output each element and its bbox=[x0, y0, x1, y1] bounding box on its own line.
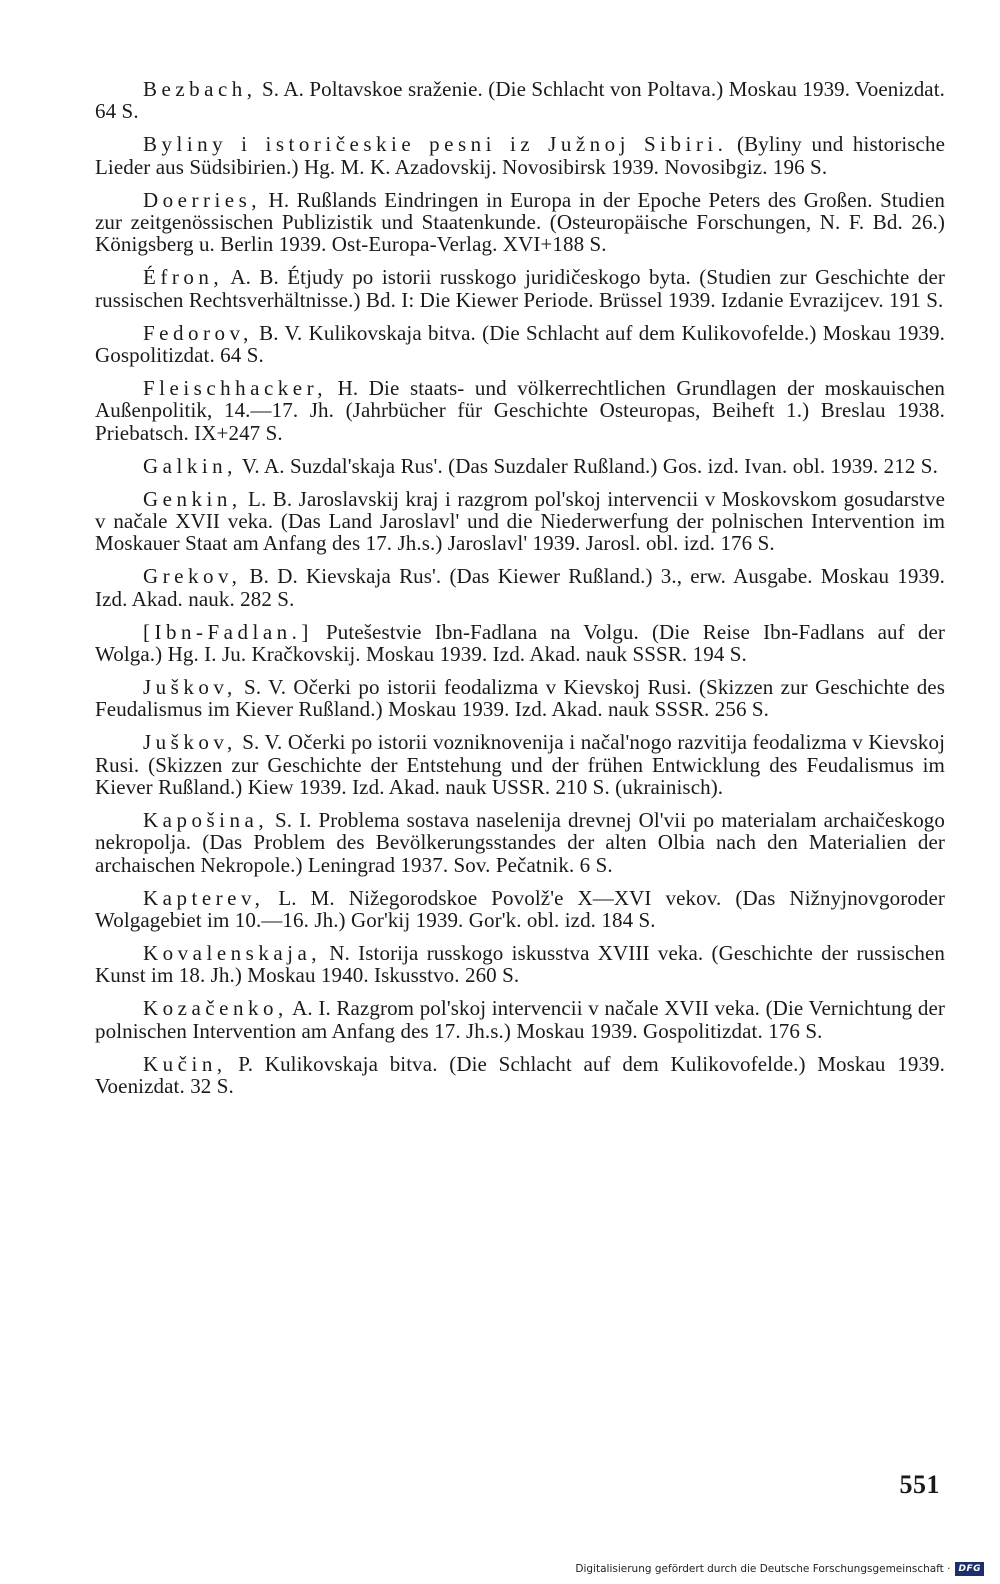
bibliography-entry bbox=[95, 455, 945, 477]
entry-author: [Ibn-Fadlan.] bbox=[143, 619, 313, 644]
entry-author: Kapošina, bbox=[143, 807, 269, 832]
bibliography-entry bbox=[95, 322, 945, 367]
bibliography-entry bbox=[95, 78, 945, 123]
entry-author: Kapterev, bbox=[143, 885, 265, 910]
bibliography-entry bbox=[95, 621, 945, 666]
entry-author: Kozačenko, bbox=[143, 996, 288, 1021]
entry-text: S. I. Problema sostava naselenija drevnej Ol'vii po materialam archaičeskogo nekropolja. (Das Problem des Bevölkerungsstandes der alten Olbia nach den Materialien der archaischen Nekropole.) Leningrad 1937. Sov. Pečatnik. 6 S. bbox=[95, 807, 945, 877]
entry-author: Galkin, bbox=[143, 453, 237, 478]
bibliography-entry bbox=[95, 676, 945, 721]
entry-text: S. V. Očerki po istorii feodalizma v Kievskoj Rusi. (Skizzen zur Geschichte des Feudalismus im Kiever Rußland.) Moskau 1939. Izd. Akad. nauk SSSR. 256 S. bbox=[95, 674, 945, 722]
bibliography-entry bbox=[95, 997, 945, 1042]
bibliography-entry bbox=[95, 942, 945, 987]
bibliography-page bbox=[95, 78, 945, 1108]
entry-text: L. M. Nižegorodskoe Povolž'e X—XVI vekov. (Das Nižnyjnovgoroder Wolgagebiet im 10.—16. Jh.) Gor'kij 1939. Gor'k. obl. izd. 184 S. bbox=[95, 885, 945, 933]
entry-text: S. V. Očerki po istorii vozniknovenija i načal'nogo razvitija feodalizma v Kievskoj Rusi. (Skizzen zur Geschichte der Entstehung und der frühen Entwicklung des Feudalismus im Kiever Rußland.) Kiew 1939. Izd. Akad. nauk USSR. 210 S. (ukrainisch). bbox=[95, 730, 945, 800]
entry-author: Doerries, bbox=[143, 187, 262, 212]
footer-text: Digitalisierung gefördert durch die Deutsche Forschungsgemeinschaft · bbox=[575, 1563, 951, 1575]
bibliography-entry bbox=[95, 565, 945, 610]
bibliography-entry bbox=[95, 809, 945, 876]
entry-text: S. A. Poltavskoe sraženie. (Die Schlacht von Poltava.) Moskau 1939. Voenizdat. 64 S. bbox=[95, 77, 945, 124]
entry-text: H. Rußlands Eindringen in Europa in der Epoche Peters des Großen. Studien zur zeitgenössischen Publizistik und Staatenkunde. (Osteuropäische Forschungen, N. F. Bd. 26.) Königsberg u. Berlin 1939. Ost-Europa-Verlag. XVI+188 S. bbox=[95, 187, 945, 257]
entry-text: A. I. Razgrom pol'skoj intervencii v načale XVII veka. (Die Vernichtung der polnischen Intervention am Anfang des 17. Jh.s.) Moskau 1939. Gospolitizdat. 176 S. bbox=[95, 996, 945, 1043]
page-number: 551 bbox=[899, 1470, 940, 1499]
bibliography-entry bbox=[95, 887, 945, 932]
digitization-footer bbox=[575, 1560, 984, 1578]
entry-author: Fedorov, bbox=[143, 320, 253, 345]
bibliography-entry bbox=[95, 731, 945, 798]
bibliography-entry bbox=[95, 377, 945, 444]
entry-text: Putešestvie Ibn-Fadlana na Volgu. (Die Reise Ibn-Fadlans auf der Wolga.) Hg. I. Ju. Kračkovskij. Moskau 1939. Izd. Akad. nauk SSSR. 194 S. bbox=[95, 619, 945, 667]
entry-text: N. Istorija russkogo iskusstva XVIII veka. (Geschichte der russischen Kunst im 18. Jh.) Moskau 1940. Iskusstvo. 260 S. bbox=[95, 941, 945, 988]
entry-text: H. Die staats- und völkerrechtlichen Grundlagen der moskauischen Außenpolitik, 14.—17. Jh. (Jahrbücher für Geschichte Osteuropas, Beiheft 1.) Breslau 1938. Priebatsch. IX+247 S. bbox=[95, 375, 945, 445]
entry-author: Juškov, bbox=[143, 730, 237, 755]
entry-text: B. V. Kulikovskaja bitva. (Die Schlacht auf dem Kulikovofelde.) Moskau 1939. Gospolitizdat. 64 S. bbox=[95, 320, 945, 368]
entry-text: P. Kulikovskaja bitva. (Die Schlacht auf dem Kulikovofelde.) Moskau 1939. Voenizdat. 32 S. bbox=[95, 1051, 945, 1099]
entry-text: L. B. Jaroslavskij kraj i razgrom pol'skoj intervencii v Moskovskom gosudarstve v načale XVII veka. (Das Land Jaroslavl' und die Niederwerfung der polnischen Intervention im Moskauer Staat am Anfang des 17. Jh.s.) Jaroslavl' 1939. Jarosl. obl. izd. 176 S. bbox=[95, 486, 945, 556]
bibliography-entry bbox=[95, 1053, 945, 1098]
entry-author: Grekov, bbox=[143, 564, 242, 589]
bibliography-entry bbox=[95, 189, 945, 256]
entry-text: (Byliny und historische Lieder aus Südsibirien.) Hg. M. K. Azadovskij. Novosibirsk 1939. Novosibgiz. 196 S. bbox=[95, 132, 945, 179]
entry-author: Genkin, bbox=[143, 486, 242, 511]
entry-text: A. B. Étjudy po istorii russkogo juridičeskogo byta. (Studien zur Geschichte der russischen Rechtsverhältnisse.) Bd. I: Die Kiewer Periode. Brüssel 1939. Izdanie Evrazijcev. 191 S. bbox=[95, 265, 945, 312]
bibliography-entry bbox=[95, 266, 945, 311]
entry-author: Éfron, bbox=[143, 265, 224, 290]
entry-text: B. D. Kievskaja Rus'. (Das Kiewer Rußland.) 3., erw. Ausgabe. Moskau 1939. Izd. Akad. nauk. 282 S. bbox=[95, 564, 945, 611]
dfg-logo-icon: DFG bbox=[955, 1562, 984, 1576]
entry-author: Juškov, bbox=[143, 674, 237, 699]
entry-author: Kučin, bbox=[143, 1051, 227, 1076]
bibliography-entry bbox=[95, 133, 945, 178]
entry-author: Fleischhacker, bbox=[143, 375, 328, 400]
entry-author: Byliny i istoričeskie pesni iz Južnoj Sibiri. bbox=[143, 132, 728, 157]
entry-author: Kovalenskaja, bbox=[143, 941, 322, 965]
entry-author: Bezbach, bbox=[143, 77, 257, 101]
bibliography-entry bbox=[95, 488, 945, 555]
entry-text: V. A. Suzdal'skaja Rus'. (Das Suzdaler Rußland.) Gos. izd. Ivan. obl. 1939. 212 S. bbox=[236, 453, 938, 478]
